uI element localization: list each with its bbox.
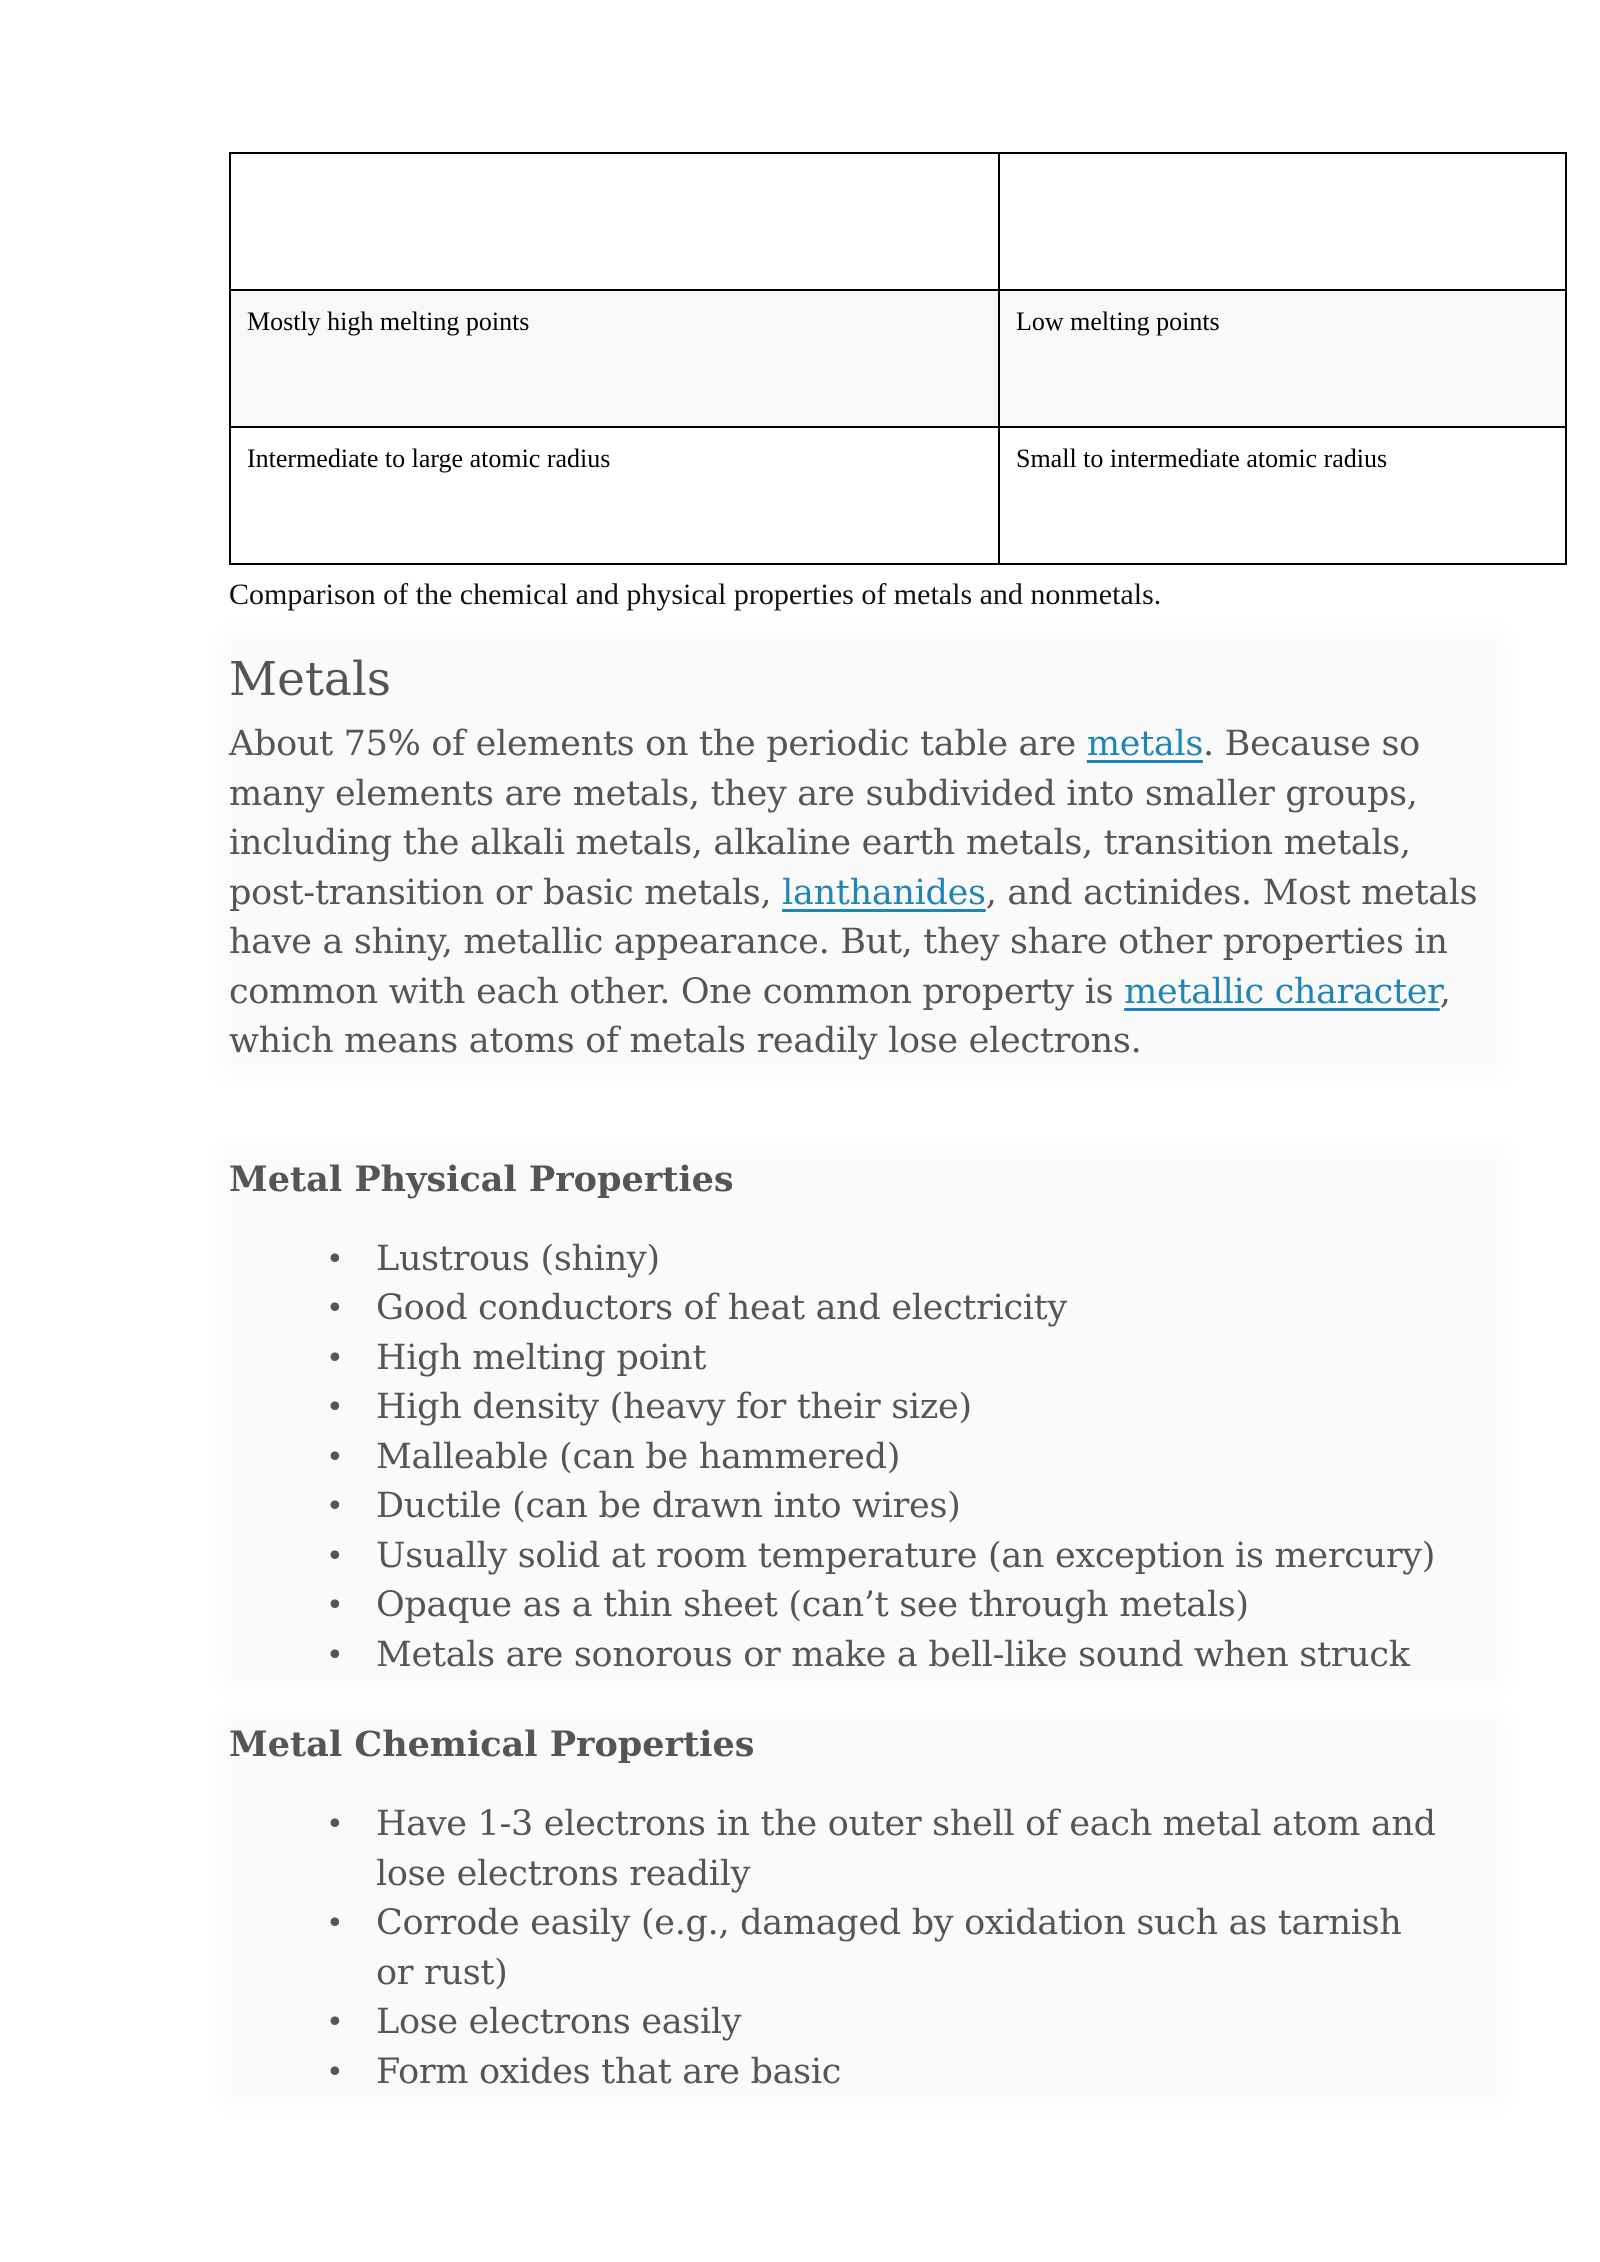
bullet-icon: • — [326, 2005, 344, 2040]
list-item-text: Lustrous (shiny) — [376, 1238, 660, 1279]
table-cell-metals — [230, 153, 999, 290]
list-item-text: Usually solid at room temperature (an exception is mercury) — [376, 1535, 1436, 1576]
table-cell-metals: Mostly high melting points — [230, 290, 999, 427]
bullet-icon: • — [326, 2054, 344, 2090]
list-item-text: Good conductors of heat and electricity — [376, 1288, 1067, 1328]
list-item — [326, 2048, 1436, 2098]
list-item — [326, 1899, 1436, 1998]
chemical-properties-heading: Metal Chemical Properties — [229, 1724, 755, 1765]
list-item-text: High melting point — [376, 1337, 707, 1378]
physical-properties-list — [229, 1235, 1499, 1681]
metals-article — [229, 640, 1499, 2097]
chemical-properties-list — [229, 1800, 1499, 2097]
bullet-icon: • — [326, 1439, 344, 1475]
list-item-text: High density (heavy for their size) — [376, 1387, 972, 1427]
intro-text: , and actinides. Most metals have a shiny, metallic appearance. But, they share other properties in common with each other. One common property is — [229, 872, 1478, 1012]
table-cell-nonmetals: Low melting points — [999, 290, 1566, 427]
bullet-icon: • — [326, 1241, 344, 1277]
bullet-icon: • — [326, 1637, 344, 1673]
list-item — [326, 1334, 1499, 1384]
metals-intro-section — [229, 640, 1499, 1067]
list-item — [326, 1998, 1436, 2048]
list-item-text: Opaque as a thin sheet (can’t see through metals) — [376, 1585, 1249, 1625]
intro-text: About 75% of elements on the periodic table are — [229, 724, 1087, 764]
table-row — [230, 153, 1566, 290]
table-row — [230, 290, 1566, 427]
list-item — [326, 1383, 1499, 1433]
list-item — [326, 1631, 1499, 1681]
table-cell-metals: Intermediate to large atomic radius — [230, 427, 999, 564]
physical-properties-section — [229, 1155, 1499, 1681]
list-item-text: Have 1-3 electrons in the outer shell of each metal atom and lose electrons readily — [376, 1804, 1436, 1894]
bullet-icon: • — [326, 1291, 344, 1326]
bullet-icon: • — [326, 1489, 344, 1524]
list-item-text: Metals are sonorous or make a bell-like sound when struck — [376, 1634, 1410, 1675]
list-item — [326, 1235, 1499, 1285]
bullet-icon: • — [326, 1906, 344, 1941]
metallic-character-link[interactable]: metallic character — [1124, 971, 1440, 1012]
intro-text: , which means atoms of metals readily lose electrons. — [229, 971, 1451, 1061]
list-item — [326, 1433, 1499, 1483]
metals-heading: Metals — [229, 652, 391, 707]
lanthanides-link[interactable]: lanthanides — [782, 872, 986, 913]
list-item-text: Form oxides that are basic — [376, 2051, 842, 2092]
metals-link[interactable]: metals — [1086, 724, 1204, 764]
list-item-text: Malleable (can be hammered) — [376, 1436, 901, 1477]
comparison-table — [229, 152, 1567, 565]
intro-text: . Because so many elements are metals, they are subdivided into smaller groups, including the alkali metals, alkaline earth metals, transition metals, post-transition or basic metals, — [229, 724, 1420, 913]
bullet-icon: • — [326, 1538, 344, 1574]
list-item — [326, 1482, 1499, 1532]
table-cell-nonmetals: Small to intermediate atomic radius — [999, 427, 1566, 564]
metals-intro-paragraph — [229, 720, 1494, 1067]
table-row — [230, 427, 1566, 564]
list-item — [326, 1800, 1436, 1899]
list-item — [326, 1532, 1499, 1582]
table-cell-nonmetals — [999, 153, 1566, 290]
list-item-text: Corrode easily (e.g., damaged by oxidation such as tarnish or rust) — [376, 1903, 1402, 1993]
bullet-icon: • — [326, 1588, 344, 1623]
list-item — [326, 1581, 1499, 1631]
bullet-icon: • — [326, 1807, 344, 1842]
bullet-icon: • — [326, 1340, 344, 1376]
physical-properties-heading: Metal Physical Properties — [229, 1158, 734, 1200]
chemical-properties-section — [229, 1720, 1499, 2097]
table-caption: Comparison of the chemical and physical properties of metals and nonmetals. — [229, 578, 1162, 611]
list-item-text: Ductile (can be drawn into wires) — [376, 1486, 961, 1526]
list-item — [326, 1284, 1499, 1334]
list-item-text: Lose electrons easily — [376, 2002, 742, 2042]
bullet-icon: • — [326, 1390, 344, 1425]
